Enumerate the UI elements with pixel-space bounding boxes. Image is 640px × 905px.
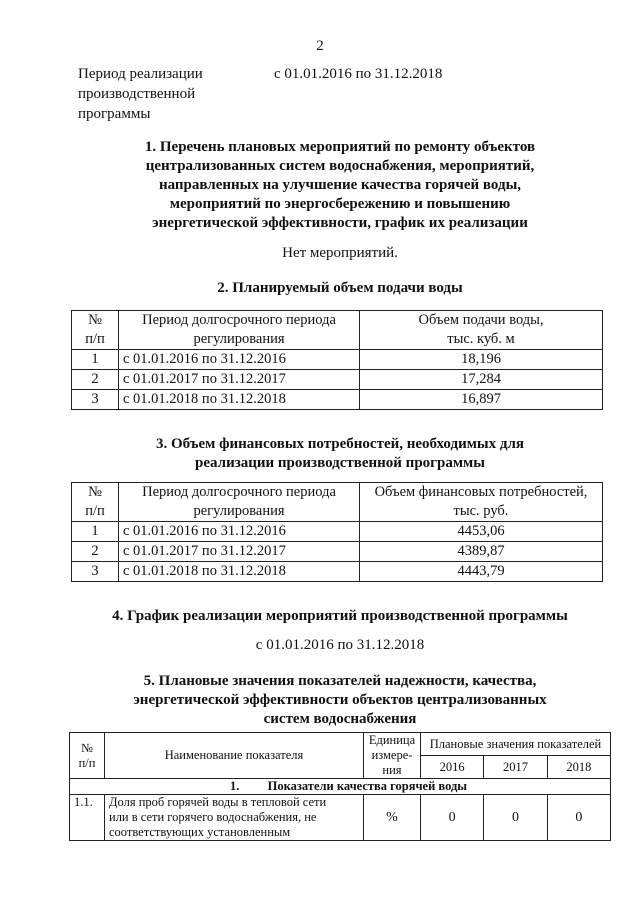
- header-num: [70, 733, 105, 779]
- header-num: [72, 483, 119, 522]
- table-header-row: [72, 311, 603, 350]
- section1-title-line: централизованных систем водоснабжения, мероприятий,: [145, 158, 535, 174]
- section1-title-line: мероприятий по энергосбережению и повышению: [169, 196, 511, 212]
- section3-title-line: реализации производственной программы: [195, 455, 485, 471]
- header-value-line: тыс. руб.: [453, 503, 509, 519]
- row-value: 18,196: [360, 350, 603, 370]
- section4-title: 4. График реализации мероприятий производственной программы: [112, 608, 568, 624]
- section1-title-line: энергетической эффективности, график их реализации: [152, 215, 528, 231]
- row-value-2018: 0: [547, 795, 610, 841]
- header-period-line: Период долгосрочного периода: [142, 312, 336, 328]
- header-period: [119, 483, 360, 522]
- header-value-line: тыс. куб. м: [447, 331, 515, 347]
- row-num: 3: [72, 390, 119, 410]
- row-num: 3: [72, 562, 119, 582]
- page-number: 2: [316, 38, 324, 54]
- section5-title-line: систем водоснабжения: [263, 711, 417, 727]
- section1-title: [60, 138, 620, 233]
- row-period: с 01.01.2016 по 31.12.2016: [119, 522, 360, 542]
- table-row: [72, 562, 603, 582]
- header-unit-line: ния: [382, 763, 402, 777]
- section3-title-line: 3. Объем финансовых потребностей, необходимых для: [155, 436, 525, 452]
- row-name-line: соответствующих установленным: [109, 825, 291, 839]
- row-value: 16,897: [360, 390, 603, 410]
- group-name: Показатели качества горячей воды: [267, 779, 468, 793]
- header-num-line: №: [88, 484, 102, 500]
- section4-text: с 01.01.2016 по 31.12.2018: [255, 637, 425, 653]
- section2-title: 2. Планируемый объем подачи воды: [217, 280, 463, 296]
- table-row: [72, 522, 603, 542]
- row-value: 17,284: [360, 370, 603, 390]
- header-unit: [364, 733, 421, 779]
- group-heading: [70, 779, 611, 795]
- indicators-table: [69, 732, 611, 841]
- period-label-line: производственной: [78, 86, 196, 102]
- row-period: с 01.01.2016 по 31.12.2016: [119, 350, 360, 370]
- row-num: 1.1.: [70, 795, 105, 841]
- section5-title-line: энергетической эффективности объектов централизованных: [133, 692, 547, 708]
- header-planned: Плановые значения показателей: [421, 733, 611, 756]
- header-period: [119, 311, 360, 350]
- period-label-line: Период реализации: [78, 66, 203, 82]
- header-num-line: №: [88, 312, 102, 328]
- row-value-2017: 0: [484, 795, 547, 841]
- header-value: [360, 483, 603, 522]
- row-period: с 01.01.2017 по 31.12.2017: [119, 542, 360, 562]
- group-num: 1.: [230, 779, 240, 793]
- section3-title: [60, 435, 620, 473]
- row-unit: %: [364, 795, 421, 841]
- row-name: [105, 795, 364, 841]
- period-label: [78, 64, 238, 124]
- water-volume-table: [71, 310, 603, 410]
- header-name: Наименование показателя: [105, 733, 364, 779]
- table-group-row: [70, 779, 611, 795]
- header-period-line: регулирования: [193, 503, 285, 519]
- header-value-line: Объем финансовых потребностей,: [374, 484, 588, 500]
- section1-title-line: 1. Перечень плановых мероприятий по ремонту объектов: [144, 139, 536, 155]
- header-num-line: №: [81, 740, 93, 755]
- row-num: 2: [72, 542, 119, 562]
- header-num-line: п/п: [85, 503, 105, 519]
- table-header-row: [72, 483, 603, 522]
- header-value: [360, 311, 603, 350]
- header-unit-line: измере-: [371, 748, 413, 762]
- row-value: 4453,06: [360, 522, 603, 542]
- table-row: [72, 350, 603, 370]
- table-row: [70, 795, 611, 841]
- table-header-row: [70, 733, 611, 756]
- row-period: с 01.01.2018 по 31.12.2018: [119, 390, 360, 410]
- row-period: с 01.01.2018 по 31.12.2018: [119, 562, 360, 582]
- row-period: с 01.01.2017 по 31.12.2017: [119, 370, 360, 390]
- header-period-line: Период долгосрочного периода: [142, 484, 336, 500]
- table-row: [72, 542, 603, 562]
- row-num: 1: [72, 350, 119, 370]
- section5-title-line: 5. Плановые значения показателей надежности, качества,: [143, 673, 537, 689]
- header-num-line: п/п: [78, 755, 96, 770]
- row-value: 4389,87: [360, 542, 603, 562]
- header-period-line: регулирования: [193, 331, 285, 347]
- header-year: 2016: [421, 756, 484, 779]
- row-num: 2: [72, 370, 119, 390]
- period-label-line: программы: [78, 106, 151, 122]
- period-value: с 01.01.2016 по 31.12.2018: [274, 66, 443, 82]
- row-value-2016: 0: [421, 795, 484, 841]
- header-value-line: Объем подачи воды,: [418, 312, 544, 328]
- header-num-line: п/п: [85, 331, 105, 347]
- header-year: 2017: [484, 756, 547, 779]
- header-year: 2018: [547, 756, 610, 779]
- row-num: 1: [72, 522, 119, 542]
- section1-title-line: направленных на улучшение качества горячей воды,: [158, 177, 522, 193]
- header-num: [72, 311, 119, 350]
- financial-needs-table: [71, 482, 603, 582]
- row-name-line: или в сети горячего водоснабжения, не: [109, 810, 317, 824]
- section1-text: Нет мероприятий.: [282, 245, 398, 261]
- row-name-line: Доля проб горячей воды в тепловой сети: [109, 795, 327, 809]
- row-value: 4443,79: [360, 562, 603, 582]
- section5-title: [60, 672, 620, 729]
- table-row: [72, 390, 603, 410]
- header-unit-line: Единица: [368, 733, 416, 747]
- table-row: [72, 370, 603, 390]
